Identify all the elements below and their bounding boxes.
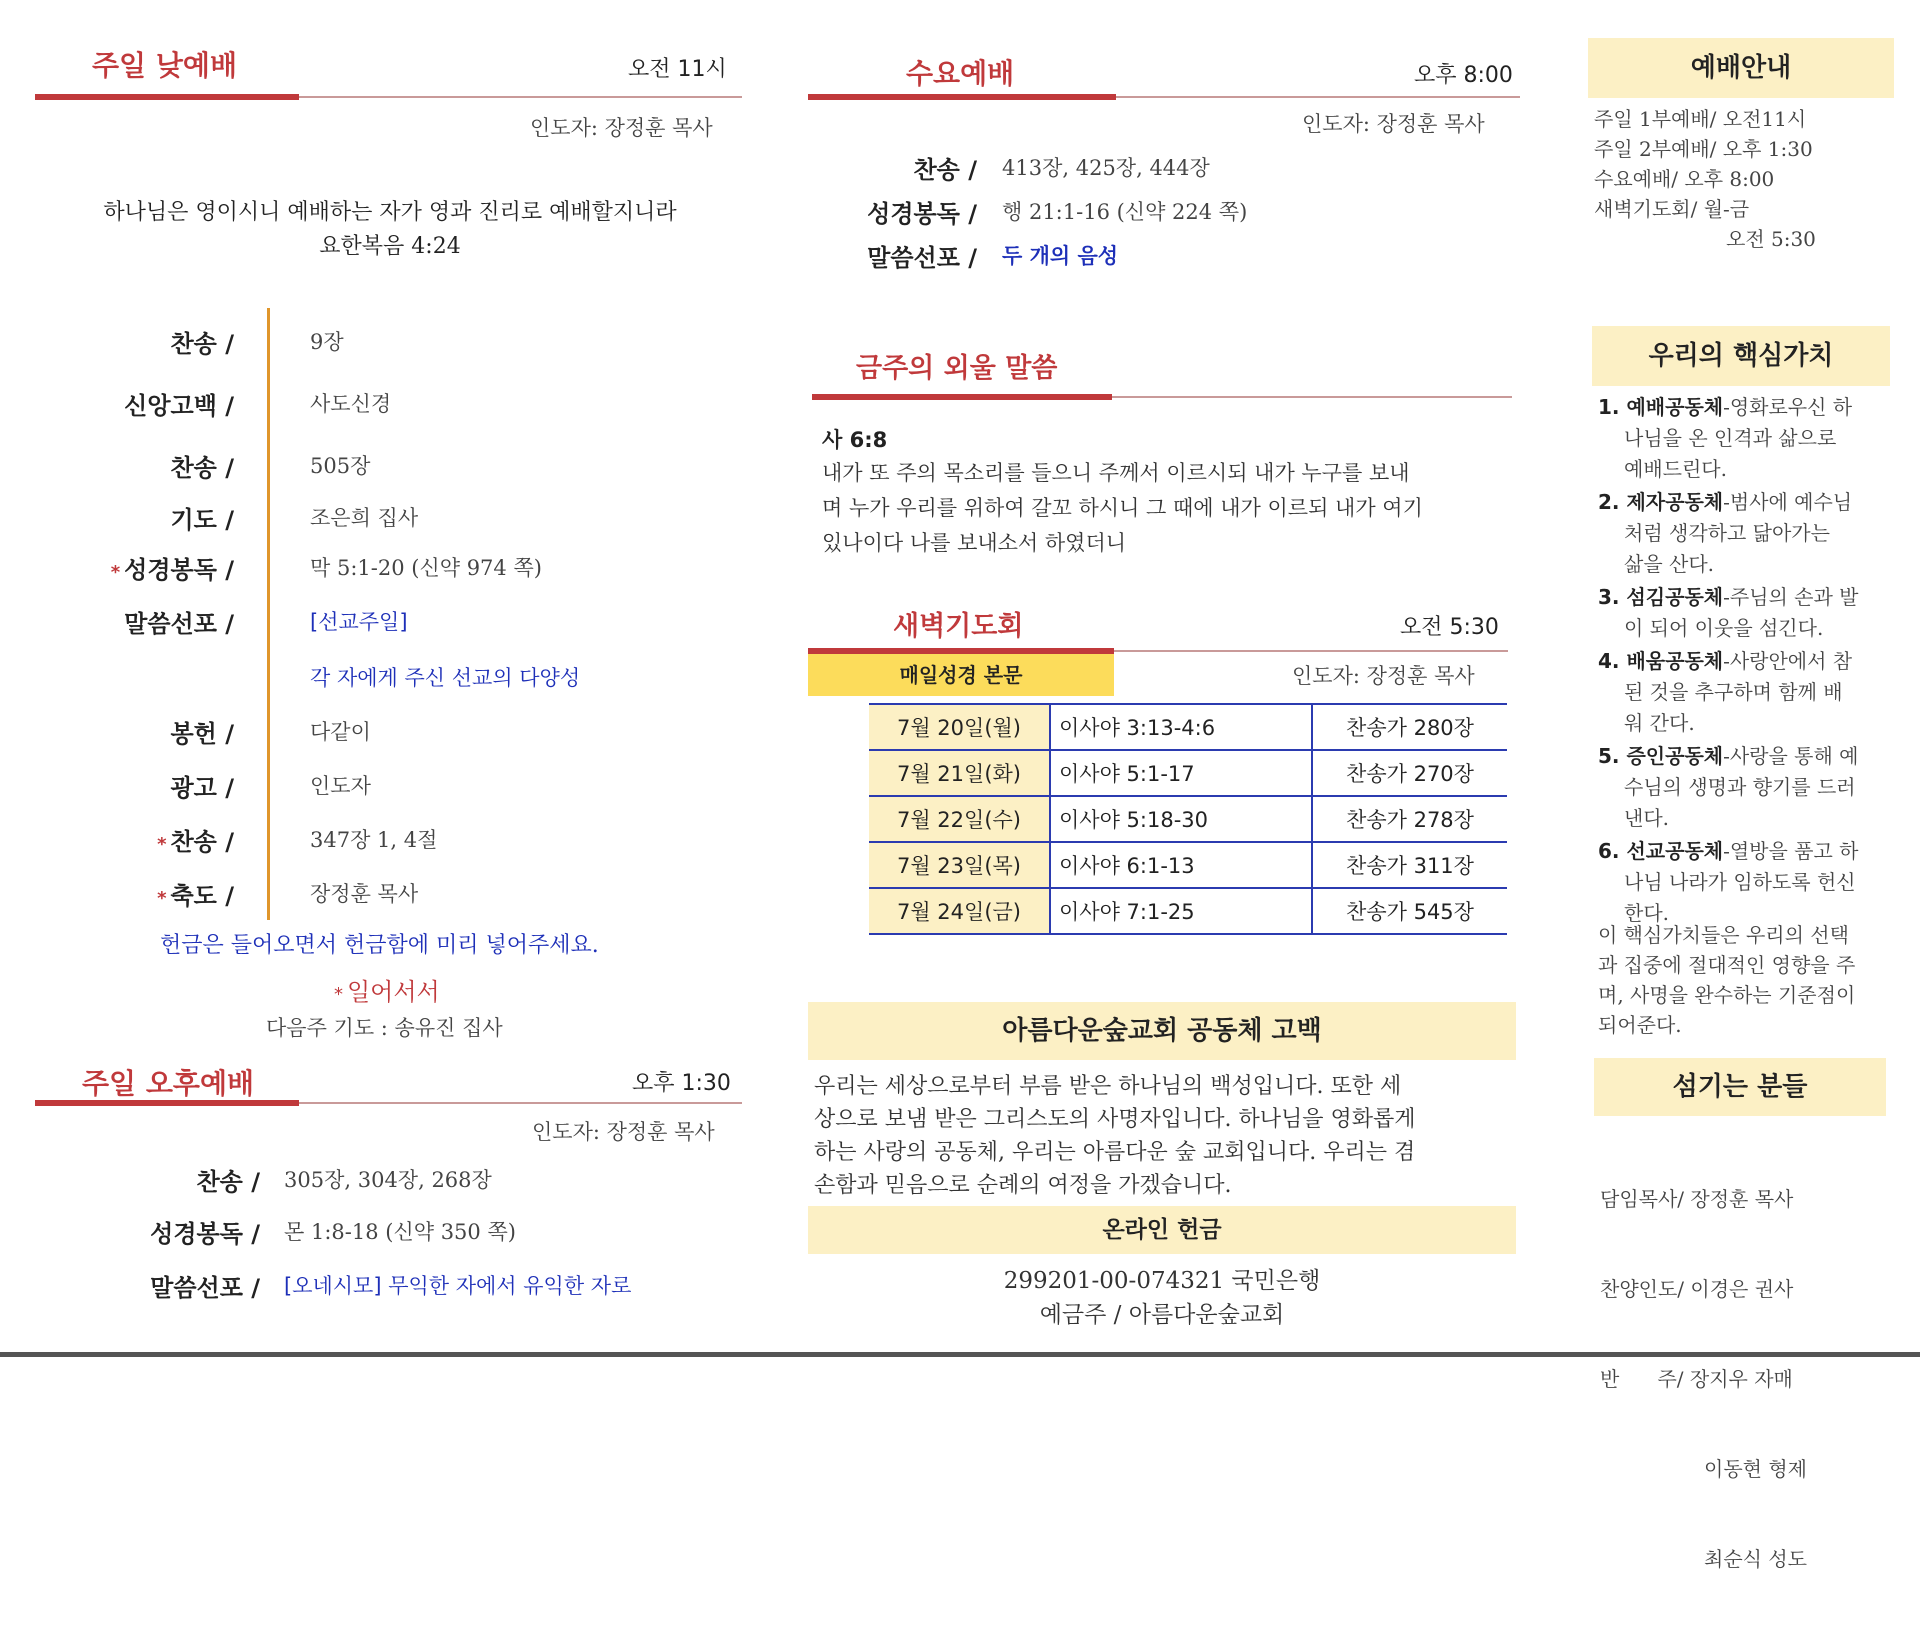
reading-hymn: 찬송가 278장 [1312, 796, 1507, 842]
reading-passage: 이사야 6:1-13 [1050, 842, 1312, 888]
order-label [157, 876, 234, 911]
order-value: 두 개의 음성 [1002, 244, 1119, 268]
order-label [171, 714, 235, 749]
star-icon: * [157, 888, 167, 909]
closing-line: 며, 사명을 완수하는 기준점이 [1598, 983, 1856, 1007]
closing-line: 되어준다. [1598, 1013, 1682, 1037]
next-week-prayer: 다음주 기도 : 송유진 집사 [266, 1016, 503, 1040]
reading-passage: 이사야 3:13-4:6 [1050, 704, 1312, 750]
afternoon-service-leader: 인도자: 장정훈 목사 [532, 1120, 715, 1144]
servant-line: 반 주/ 장지우 자매 [1600, 1367, 1793, 1391]
afternoon-service-time: 오후 1:30 [632, 1071, 731, 1096]
order-label-text: 말씀선포 / [124, 610, 234, 638]
core-value-number: 6. [1598, 839, 1620, 863]
core-value-title: 배움공동체 [1626, 649, 1724, 673]
worship-guide-title: 예배안내 [1588, 38, 1894, 98]
guide-line: 새벽기도회/ 월-금 [1594, 197, 1750, 221]
scripture-verse [30, 196, 750, 264]
reading-passage: 이사야 5:18-30 [1050, 796, 1312, 842]
core-value-name [1598, 395, 1723, 419]
verse-line: 내가 또 주의 목소리를 들으니 주께서 이르시되 내가 누구를 보내 [822, 461, 1410, 485]
core-value-number: 5. [1598, 744, 1620, 768]
core-value-desc-line: 삶을 산다. [1624, 552, 1714, 576]
reading-hymn: 찬송가 311장 [1312, 842, 1507, 888]
core-value-desc-line: 나님 나라가 임하도록 헌신 [1624, 870, 1856, 894]
confession-line: 손함과 믿음으로 순례의 여정을 가겠습니다. [814, 1173, 1232, 1198]
divider-accent [812, 394, 1112, 400]
order-label-text: 성경봉독 / [124, 556, 234, 584]
core-value-desc-line: 나님을 온 인격과 삶으로 [1624, 426, 1837, 450]
core-value-title: 예배공동체 [1626, 395, 1724, 419]
core-value-desc-line: 한다. [1624, 901, 1669, 925]
core-value-desc: -영화로우신 하 [1723, 395, 1853, 419]
order-label: 성경봉독 / [867, 200, 977, 228]
reading-date: 7월 23일(목) [869, 842, 1050, 888]
order-label [171, 448, 235, 483]
servant-line: 찬양인도/ 이경은 권사 [1600, 1277, 1794, 1301]
memory-verse-text [822, 456, 1423, 561]
divider-accent [808, 94, 1116, 100]
servant-line: 최순식 성도 [1704, 1547, 1807, 1571]
core-value-name [1598, 744, 1723, 768]
memory-verse-title: 금주의 외울 말씀 [856, 353, 1058, 384]
core-values-list [1598, 392, 1898, 931]
order-label [124, 386, 234, 421]
order-label-text: 찬송 / [170, 828, 234, 856]
order-label-text: 봉헌 / [170, 720, 234, 748]
reading-date: 7월 21일(화) [869, 750, 1050, 796]
reading-passage: 이사야 7:1-25 [1050, 888, 1312, 934]
order-label [171, 324, 235, 359]
verse-line: 며 누가 우리를 위하여 갈꼬 하시니 그 때에 내가 이르되 내가 여기 [822, 496, 1423, 520]
order-value: 행 21:1-16 (신약 224 쪽) [1002, 200, 1248, 224]
sunday-service-time: 오전 11시 [628, 57, 727, 82]
star-icon: * [334, 984, 343, 1005]
core-value-desc: -열방을 품고 하 [1723, 839, 1859, 863]
order-label [111, 550, 234, 585]
order-label-text: 축도 / [170, 882, 234, 910]
order-value: 347장 1, 4절 [310, 828, 438, 852]
core-value-item [1598, 646, 1898, 739]
dawn-prayer-leader: 인도자: 장정훈 목사 [1292, 664, 1475, 688]
core-value-desc-line: 된 것을 추구하며 함께 배 [1624, 680, 1843, 704]
servant-line: 담임목사/ 장정훈 목사 [1600, 1187, 1794, 1211]
table-row [869, 704, 1507, 750]
verse-text: 하나님은 영이시니 예배하는 자가 영과 진리로 예배할지니라 [103, 200, 677, 225]
order-divider-line [267, 308, 270, 920]
order-label-text: 광고 / [170, 774, 234, 802]
order-value: 각 자에게 주신 선교의 다양성 [310, 666, 581, 690]
core-value-number: 3. [1598, 585, 1620, 609]
core-value-item [1598, 487, 1898, 580]
worship-guide-list [1594, 104, 1816, 254]
stand-up-text: 일어서서 [347, 978, 440, 1006]
core-value-item [1598, 392, 1898, 485]
table-row [869, 750, 1507, 796]
core-value-name [1598, 839, 1723, 863]
online-offering-info [808, 1264, 1516, 1332]
core-value-desc-line: 처럼 생각하고 닮아가는 [1624, 521, 1830, 545]
order-label-text: 기도 / [170, 506, 234, 534]
core-value-desc-line: 워 간다. [1624, 711, 1695, 735]
stand-up-note [334, 972, 440, 1007]
wednesday-service-title: 수요예배 [906, 57, 1015, 90]
guide-line: 주일 1부예배/ 오전11시 [1594, 107, 1807, 131]
core-value-desc-line: 수님의 생명과 향기를 드러 [1624, 775, 1856, 799]
core-value-desc: -주님의 손과 발 [1723, 585, 1859, 609]
confession-line: 하는 사랑의 공동체, 우리는 아름다운 숲 교회입니다. 우리는 겸 [814, 1140, 1416, 1165]
reading-passage: 이사야 5:1-17 [1050, 750, 1312, 796]
core-value-desc-line: 예배드린다. [1624, 457, 1727, 481]
core-value-name [1598, 490, 1723, 514]
guide-line: 수요예배/ 오후 8:00 [1594, 167, 1775, 191]
order-label-text: 신앙고백 / [124, 392, 234, 420]
reading-hymn: 찬송가 545장 [1312, 888, 1507, 934]
offering-note: 헌금은 들어오면서 헌금함에 미리 넣어주세요. [160, 933, 599, 958]
core-value-title: 섬김공동체 [1626, 585, 1724, 609]
order-value: [오네시모] 무익한 자에서 유익한 자로 [284, 1274, 632, 1298]
confession-text [814, 1070, 1416, 1202]
core-value-first-line [1598, 582, 1898, 613]
divider-accent [35, 1100, 299, 1106]
bank-account: 299201-00-074321 국민은행 [1003, 1268, 1321, 1294]
afternoon-service-title: 주일 오후예배 [82, 1067, 255, 1100]
closing-line: 이 핵심가치들은 우리의 선택 [1598, 923, 1849, 947]
order-label: 말씀선포 / [150, 1274, 260, 1302]
order-value: 다같이 [310, 720, 371, 744]
confession-line: 우리는 세상으로부터 부름 받은 하나님의 백성입니다. 또한 세 [814, 1074, 1402, 1099]
core-value-desc: -범사에 예수님 [1723, 490, 1853, 514]
verse-reference: 요한복음 4:24 [319, 234, 461, 259]
core-values-closing [1598, 920, 1855, 1040]
order-label-text: 찬송 / [170, 330, 234, 358]
daily-bible-label: 매일성경 본문 [808, 654, 1114, 696]
core-value-first-line [1598, 741, 1898, 772]
core-value-number: 2. [1598, 490, 1620, 514]
guide-line: 주일 2부예배/ 오후 1:30 [1594, 137, 1813, 161]
divider-accent [35, 94, 299, 100]
table-row [869, 888, 1507, 934]
star-icon: * [157, 834, 167, 855]
order-value: 305장, 304장, 268장 [284, 1168, 492, 1192]
order-label: 성경봉독 / [150, 1220, 260, 1248]
order-label [171, 500, 235, 535]
account-holder: 예금주 / 아름다운숲교회 [1039, 1302, 1285, 1328]
order-value: 인도자 [310, 774, 371, 798]
wednesday-service-time: 오후 8:00 [1414, 63, 1513, 88]
core-value-desc: -사랑안에서 참 [1723, 649, 1853, 673]
star-icon: * [110, 562, 121, 583]
core-value-number: 1. [1598, 395, 1620, 419]
table-row [869, 796, 1507, 842]
core-value-first-line [1598, 392, 1898, 423]
servants-list [1600, 1124, 1807, 1634]
order-value: 막 5:1-20 (신약 974 쪽) [310, 556, 542, 580]
order-value: 9장 [310, 330, 344, 354]
verse-line: 있나이다 나를 보내소서 하였더니 [822, 531, 1127, 555]
order-value: 장정훈 목사 [310, 882, 419, 906]
table-row [869, 842, 1507, 888]
order-label: 찬송 / [913, 156, 977, 184]
core-value-title: 선교공동체 [1626, 839, 1724, 863]
core-value-number: 4. [1598, 649, 1620, 673]
core-value-item [1598, 836, 1898, 929]
order-value: 505장 [310, 454, 371, 478]
closing-line: 과 집중에 절대적인 영향을 주 [1598, 953, 1856, 977]
order-label: 말씀선포 / [867, 244, 977, 272]
dawn-prayer-time: 오전 5:30 [1400, 615, 1499, 640]
reading-hymn: 찬송가 280장 [1312, 704, 1507, 750]
guide-line: 오전 5:30 [1726, 227, 1816, 251]
order-label [124, 604, 234, 639]
servants-title: 섬기는 분들 [1594, 1058, 1886, 1116]
reading-date: 7월 24일(금) [869, 888, 1050, 934]
core-value-item [1598, 741, 1898, 834]
core-value-first-line [1598, 836, 1898, 867]
core-value-title: 제자공동체 [1626, 490, 1724, 514]
core-value-desc: -사랑을 통해 예 [1723, 744, 1859, 768]
order-label [157, 822, 234, 857]
reading-hymn: 찬송가 270장 [1312, 750, 1507, 796]
wednesday-service-leader: 인도자: 장정훈 목사 [1302, 112, 1485, 136]
confession-line: 상으로 보냄 받은 그리스도의 사명자입니다. 하나님을 영화롭게 [814, 1107, 1416, 1132]
core-value-item [1598, 582, 1898, 644]
order-value: [선교주일] [310, 610, 408, 634]
core-value-desc-line: 낸다. [1624, 806, 1669, 830]
core-values-title: 우리의 핵심가치 [1592, 326, 1890, 386]
reading-date: 7월 22일(수) [869, 796, 1050, 842]
online-offering-title: 온라인 헌금 [808, 1206, 1516, 1254]
core-value-name [1598, 649, 1723, 673]
sunday-service-title: 주일 낮예배 [92, 49, 237, 82]
order-value: 조은희 집사 [310, 506, 419, 530]
order-label [171, 768, 235, 803]
daily-bible-table [869, 703, 1507, 935]
memory-verse-reference: 사 6:8 [822, 428, 888, 452]
order-value: 몬 1:8-18 (신약 350 쪽) [284, 1220, 516, 1244]
core-value-title: 증인공동체 [1626, 744, 1724, 768]
dawn-prayer-title: 새벽기도회 [893, 611, 1024, 642]
core-value-desc-line: 이 되어 이웃을 섬긴다. [1624, 616, 1824, 640]
core-value-name [1598, 585, 1723, 609]
page-bottom-edge [0, 1352, 1920, 1357]
core-value-first-line [1598, 487, 1898, 518]
order-value: 413장, 425장, 444장 [1002, 156, 1210, 180]
confession-title: 아름다운숲교회 공동체 고백 [808, 1002, 1516, 1060]
sunday-service-leader: 인도자: 장정훈 목사 [530, 116, 713, 140]
order-value: 사도신경 [310, 392, 392, 416]
core-value-first-line [1598, 646, 1898, 677]
servant-line: 이동현 형제 [1704, 1457, 1807, 1481]
order-label-text: 찬송 / [170, 454, 234, 482]
reading-date: 7월 20일(월) [869, 704, 1050, 750]
order-label: 찬송 / [196, 1168, 260, 1196]
